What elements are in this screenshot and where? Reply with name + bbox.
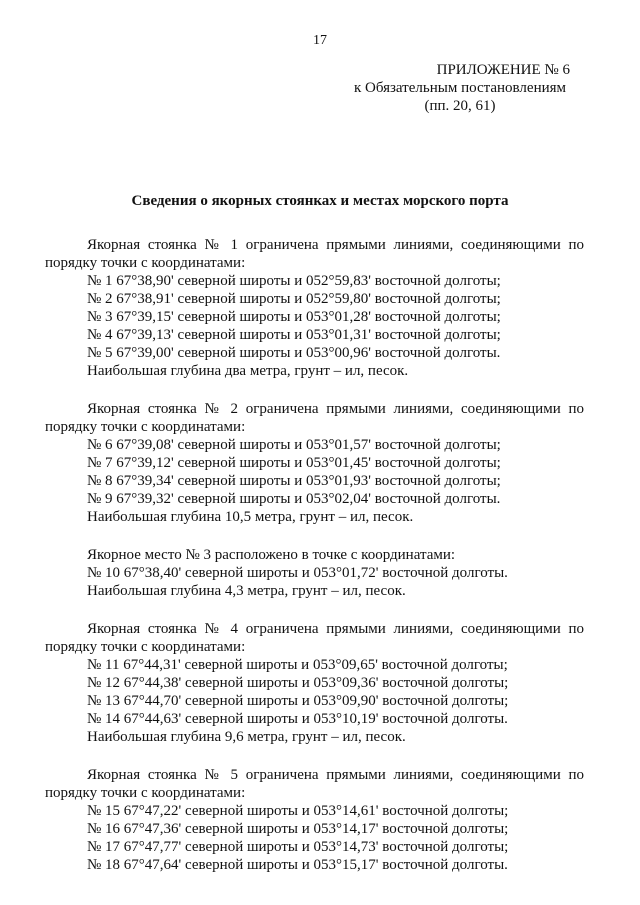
coordinate-point: № 15 67°47,22' северной широты и 053°14,61' восточной долготы; xyxy=(87,803,509,819)
appendix-ref: (пп. 20, 61) xyxy=(424,98,496,114)
anchorage-section xyxy=(45,766,584,874)
coordinate-point: № 9 67°39,32' северной широты и 053°02,04' восточной долготы. xyxy=(87,491,501,507)
depth-note: Наибольшая глубина 9,6 метра, грунт – ил, песок. xyxy=(87,729,406,745)
section-intro-line: Якорная стоянка № 2 ограничена прямыми линиями, соединяющими по xyxy=(87,401,584,417)
page-number: 17 xyxy=(313,33,327,48)
section-intro-line: Якорная стоянка № 1 ограничена прямыми линиями, соединяющими по xyxy=(87,237,584,253)
section-intro-continuation: порядку точки с координатами: xyxy=(45,255,246,271)
coordinate-point: № 14 67°44,63' северной широты и 053°10,19' восточной долготы. xyxy=(87,711,508,727)
appendix-subtitle: к Обязательным постановлениям xyxy=(353,80,567,96)
coordinate-point: № 11 67°44,31' северной широты и 053°09,65' восточной долготы; xyxy=(87,657,508,673)
coordinate-point: № 18 67°47,64' северной широты и 053°15,17' восточной долготы. xyxy=(87,857,508,873)
coordinate-point: № 8 67°39,34' северной широты и 053°01,93' восточной долготы; xyxy=(87,473,501,489)
anchorage-section xyxy=(45,400,584,526)
coordinate-point: № 3 67°39,15' северной широты и 053°01,28' восточной долготы; xyxy=(87,309,501,325)
appendix-header xyxy=(330,61,590,115)
coordinate-point: № 2 67°38,91' северной широты и 052°59,80' восточной долготы; xyxy=(87,291,501,307)
coordinate-point: № 12 67°44,38' северной широты и 053°09,36' восточной долготы; xyxy=(87,675,509,691)
coordinate-point: № 17 67°47,77' северной широты и 053°14,73' восточной долготы; xyxy=(87,839,509,855)
coordinate-point: № 10 67°38,40' северной широты и 053°01,72' восточной долготы. xyxy=(87,565,508,581)
appendix-title: ПРИЛОЖЕНИЕ № 6 xyxy=(436,62,570,78)
coordinate-point: № 13 67°44,70' северной широты и 053°09,90' восточной долготы; xyxy=(87,693,509,709)
depth-note: Наибольшая глубина 4,3 метра, грунт – ил, песок. xyxy=(87,583,406,599)
coordinate-point: № 16 67°47,36' северной широты и 053°14,17' восточной долготы; xyxy=(87,821,509,837)
section-intro-continuation: порядку точки с координатами: xyxy=(45,639,246,655)
section-intro-line: Якорная стоянка № 5 ограничена прямыми линиями, соединяющими по xyxy=(87,767,584,783)
anchorage-section xyxy=(45,620,584,746)
coordinate-point: № 5 67°39,00' северной широты и 053°00,96' восточной долготы. xyxy=(87,345,501,361)
anchorage-section xyxy=(87,546,584,600)
section-intro-continuation: порядку точки с координатами: xyxy=(45,419,246,435)
coordinate-point: № 7 67°39,12' северной широты и 053°01,45' восточной долготы; xyxy=(87,455,501,471)
section-intro-line: Якорная стоянка № 4 ограничена прямыми линиями, соединяющими по xyxy=(87,621,584,637)
section-intro-continuation: порядку точки с координатами: xyxy=(45,785,246,801)
section-intro-line: Якорное место № 3 расположено в точке с координатами: xyxy=(87,547,456,563)
coordinate-point: № 1 67°38,90' северной широты и 052°59,83' восточной долготы; xyxy=(87,273,501,289)
document-title: Сведения о якорных стоянках и местах морского порта xyxy=(131,193,509,209)
coordinate-point: № 6 67°39,08' северной широты и 053°01,57' восточной долготы; xyxy=(87,437,501,453)
depth-note: Наибольшая глубина 10,5 метра, грунт – ил, песок. xyxy=(87,509,414,525)
coordinate-point: № 4 67°39,13' северной широты и 053°01,31' восточной долготы; xyxy=(87,327,501,343)
depth-note: Наибольшая глубина два метра, грунт – ил, песок. xyxy=(87,363,409,379)
document-body xyxy=(45,236,584,894)
anchorage-section xyxy=(45,236,584,380)
